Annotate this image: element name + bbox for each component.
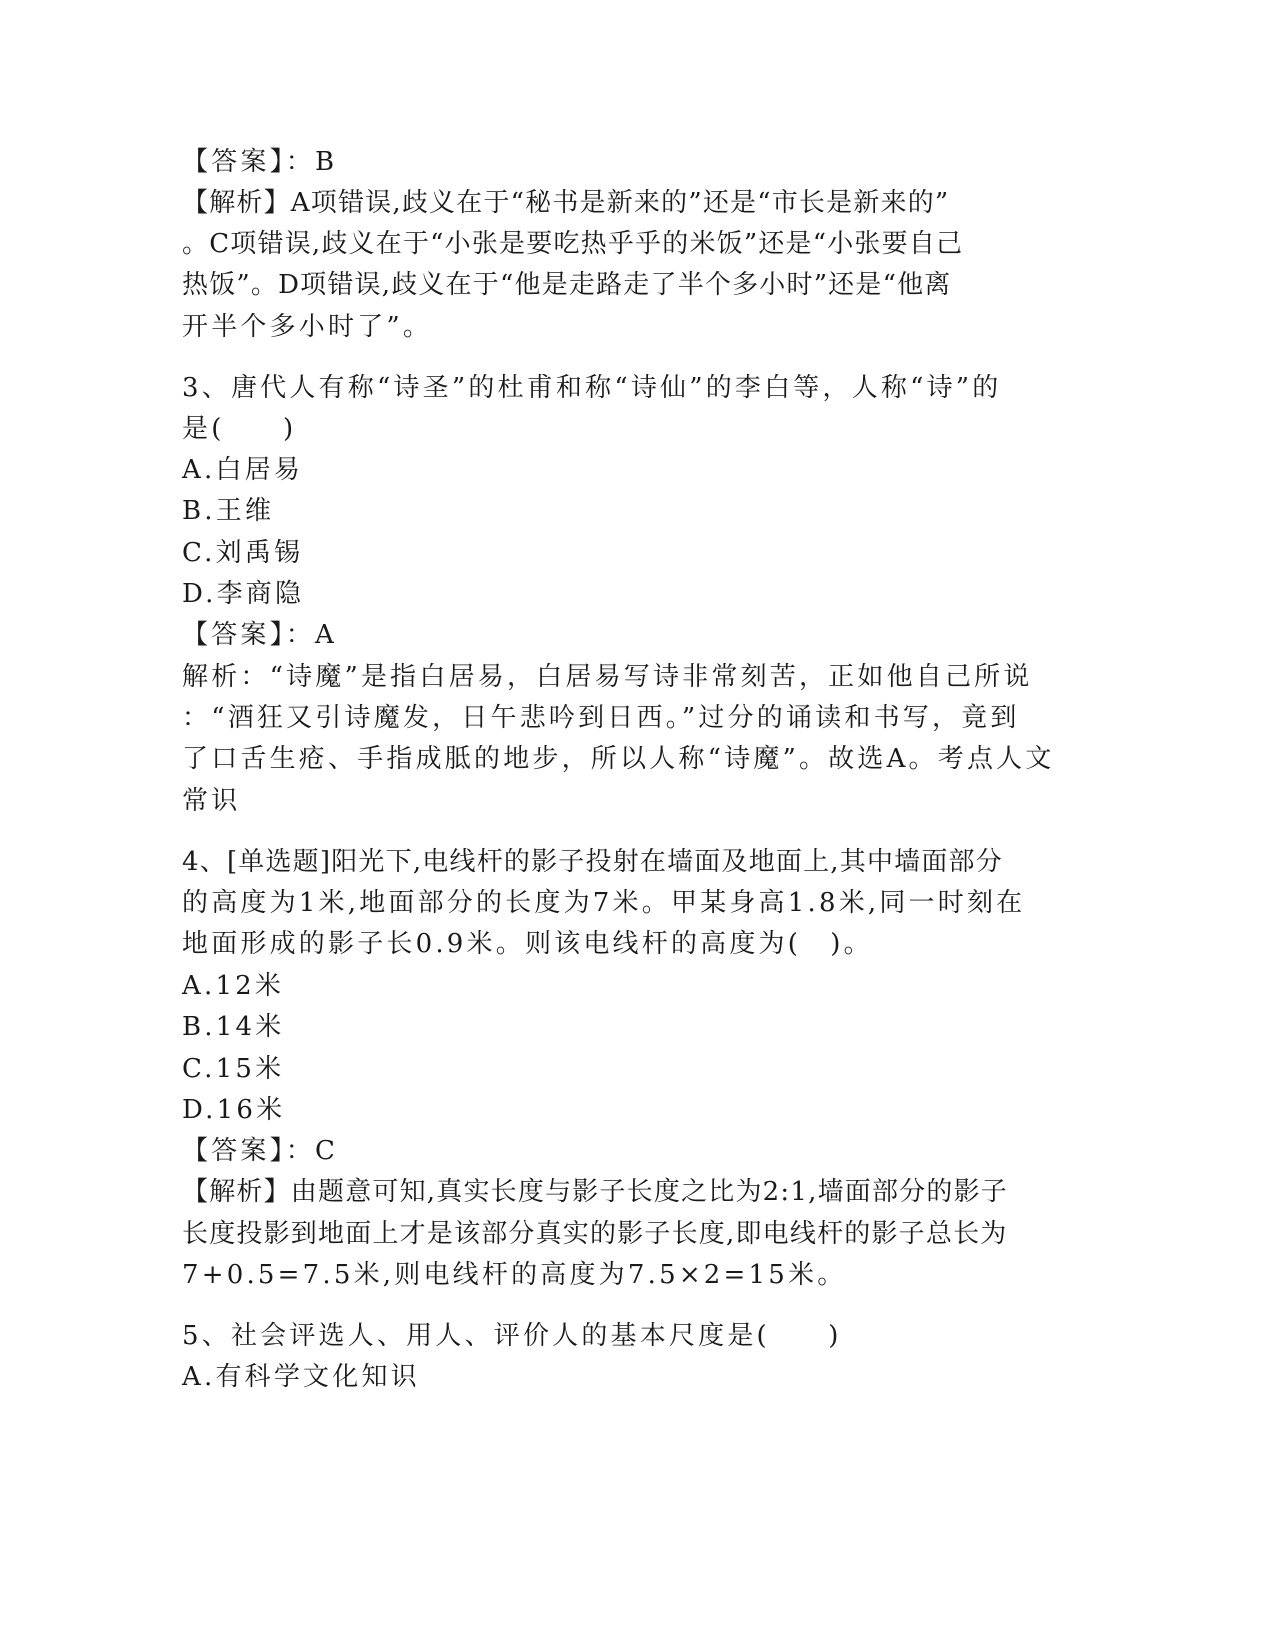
analysis-q4-line-3: 7+0.5=7.5米,则电线杆的高度为7.5×2=15米。 <box>182 1260 847 1290</box>
analysis-q3-line-1: 解析：“诗魔”是指白居易，白居易写诗非常刻苦，正如他自己所说 <box>182 662 1033 692</box>
analysis-q2-line-3: 热饭”。D项错误,歧义在于“他是走路走了半个多小时”还是“他离 <box>182 270 952 300</box>
question-4-stem-line-1: 4、[单选题]阳光下,电线杆的影子投射在墙面及地面上,其中墙面部分 <box>182 847 1003 877</box>
question-4-stem-line-2: 的高度为1米,地面部分的长度为7米。甲某身高1.8米,同一时刻在 <box>182 888 1026 918</box>
question-4-stem-line-3: 地面形成的影子长0.9米。则该电线杆的高度为( )。 <box>182 929 873 959</box>
analysis-q2-line-1: 【解析】A项错误,歧义在于“秘书是新来的”还是“市长是新来的” <box>182 188 950 218</box>
question-4-option-b: B.14米 <box>182 1012 285 1042</box>
answer-q4: 【答案】：C <box>182 1136 339 1166</box>
question-5-stem: 5、社会评选人、用人、评价人的基本尺度是( ) <box>182 1321 842 1351</box>
analysis-q4-line-1: 【解析】由题意可知,真实长度与影子长度之比为2:1,墙面部分的影子 <box>182 1177 1008 1207</box>
answer-q3: 【答案】：A <box>182 620 337 650</box>
question-3-stem-line-2: 是( ) <box>182 414 297 444</box>
question-5-option-a: A.有科学文化知识 <box>182 1362 420 1392</box>
analysis-q2-line-4: 开半个多小时了”。 <box>182 312 433 342</box>
question-3-option-b: B.王维 <box>182 496 275 526</box>
question-3-option-a: A.白居易 <box>182 455 304 485</box>
analysis-q4-line-2: 长度投影到地面上才是该部分真实的影子长度,即电线杆的影子总长为 <box>182 1219 1008 1249</box>
answer-q2: 【答案】：B <box>182 147 338 177</box>
question-4-option-c: C.15米 <box>182 1054 285 1084</box>
analysis-q3-line-2: ：“酒狂又引诗魔发，日午悲吟到日西。”过分的诵读和书写，竟到 <box>182 703 1020 733</box>
question-3-option-c: C.刘禹锡 <box>182 538 304 568</box>
question-3-stem-line-1: 3、唐代人有称“诗圣”的杜甫和称“诗仙”的李白等，人称“诗”的 <box>182 373 1002 403</box>
analysis-q2-line-2: 。C项错误,歧义在于“小张是要吃热乎乎的米饭”还是“小张要自己 <box>182 229 964 259</box>
analysis-q3-line-4: 常识 <box>182 786 241 816</box>
question-3-option-d: D.李商隐 <box>182 579 305 609</box>
analysis-q3-line-3: 了口舌生疮、手指成胝的地步，所以人称“诗魔”。故选A。考点人文 <box>182 744 1055 774</box>
question-4-option-a: A.12米 <box>182 971 285 1001</box>
question-4-option-d: D.16米 <box>182 1095 286 1125</box>
